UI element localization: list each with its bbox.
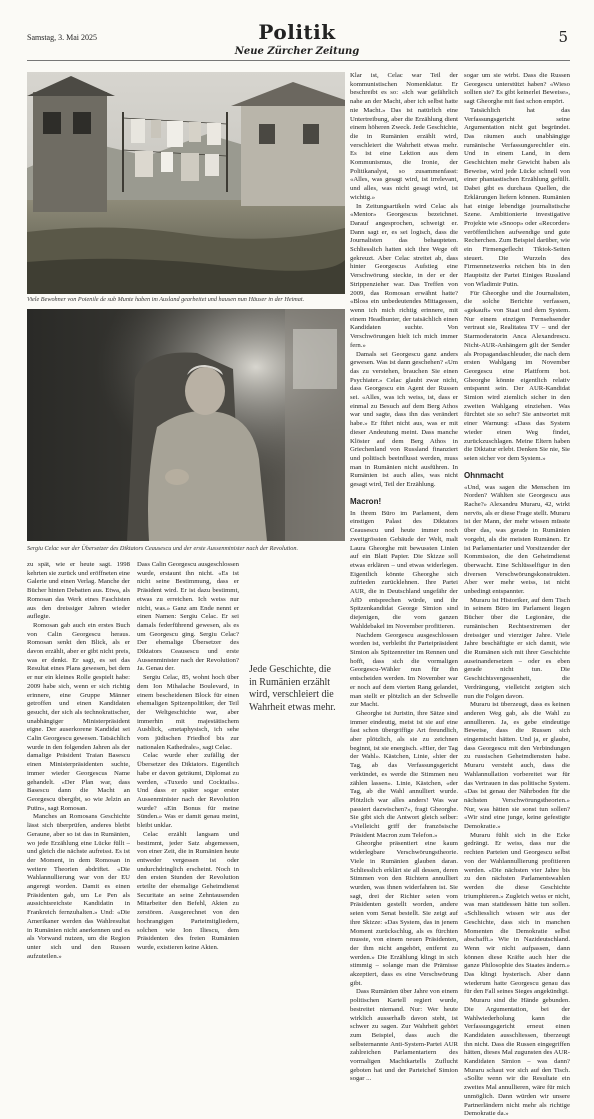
paragraph: Für Gheorghe und die Journalisten, die solche Berichte verfassen, «gekauft» von Staat und dem System. Nur einem einzigen Fernsehsender vertraut sie, Realitatea TV – und der Starmoderatorin Anca Alexandrescu. Nicht-AUR-Anhängern gilt der Sender als Propagandaschleuder, die nach dem ersten Wahlgang im November Georgescu eine Plattform bot. Gheorghe könnte eigentlich relativ entspannt sein. Der AUR-Kandidat Simion wird ziemlich sicher in den zweiten Wahlgang einziehen. Was fürchtet sie so sehr? Sie antwortet mit einer Warnung: «Dass das System wieder einen Weg findet, zurückzuschlagen. Meine Eltern haben die Diktatur erlebt. Denken Sie nie, Sie seien sicher vor dem System.» (464, 289, 570, 462)
paragraph: Dass Calin Georgescu ausgeschlossen wurde, erstaunt ihn nicht. «Es ist nicht seine Bestimmung, dass er Präsident wird. Er ist dazu bestimmt, etwas zu erreichen. Ich weiss nur nicht, was.» Ganz am Ende nennt er einen Namen: Sergiu Celac. Er sei damals federführend gewesen, als es um Georgescu ging. Sergiu Celac? Der ehemalige Übersetzer des Diktators Ceausescu und erste Aussenminister nach der Revolution? Ja. Genau der. (137, 561, 239, 673)
article-column-2 (137, 561, 239, 951)
paragraph: In Zeitungsartikeln wird Celac als «Mentor» Georgescus bezeichnet. Darauf angesprochen, schweigt er. Dann sagt er, es sei logisch, dass die Journalisten das behaupteten. Schliesslich hatten sich ihre Wege oft gekreuzt. Aber Celac streitet ab, dass hinter Georgescus Aufstieg eine Verschwörung steckte, in der er der Strippenzieher war. Das Treffen von 2009, das Romosan erwähnt hatte? «Bloss ein unbedeutendes Mittagessen, wenn ich mich richtig erinnere, mit einem Headhunter, der tatsächlich einen Kandidaten suchte. Von Verschwörungen hielt ich mich immer fern.» (350, 202, 458, 349)
paragraph: Muraru sind die Hände gebunden. Die Argumentation, bei der Wahlwiederholung kann die Verfassungsgericht erneut einen Kandidaten ausschliessen, überzeugt ihn nicht. Dass die Russen eingegriffen hätten, dieses Mal zugunsten des AUR-Kandidaten Simion – was dann? Muraru schaut vor sich auf den Tisch. «Sollte wenn wir die Resultate ein zweites Mal annullieren, wäre für mich unmöglich. Dann würden wir unsere Partnerländern nicht mehr als richtige Demokratie da.» (464, 997, 570, 1118)
issue-date: Samstag, 3. Mai 2025 (27, 33, 97, 42)
article-column-3 (350, 72, 458, 1083)
paragraph: Nachdem Georgescu ausgeschlossen worden ist, verbleibt ihr Parteipräsident Simion als Spitzenreiter im Rennen und hofft, dass sich die vormaligen Georgescu-Wähler nun für ihn entscheiden werden. Im November war er noch auf dem vierten Rang gelandet, man stellt er plötzlich an der Schwelle zur Macht. (350, 631, 458, 709)
paragraph: Romosan gab auch ein erstes Buch von Calin Georgescu heraus. Romosan senkt den Blick, als er davon erzählt, aber er gibt nicht preis, was er denkt. Er sagt, es sei das Resultat eines Plans gewesen, bei dem er nur ein kleines Rolle gespielt habe: 2009 habe sich, wenn er sich richtig erinnere, eine Gruppe Männer getroffen und einen Kandidaten gesucht, der sich als technokratischer, unabhängiger Ministerpräsident eigne. Der auserkorene Kandidat sei Calin Georgescu gewesen. Tatsächlich wurde in den folgenden Jahren als der damalige Präsident Traian Basescu einen Ministerpräsidenten suchte, immer wieder Georgescus Name gehandelt. «Der Plan war, dass Basescu dann die Macht an Georgescu übergibt, so wie Jelzin an Putin», sagt Romosan. (27, 621, 130, 812)
header-rule (27, 60, 570, 61)
paragraph: Sergiu Celac, 85, wohnt hoch über dem Ion Mihalache Boulevard, in einem bescheidenen Block für einen ehemaligen Spitzenpolitiker, der Teil der Weltgeschichte war, aber immerhin mit majestätischem Ausblick, «metaphysisch, ich sehe vom jüdischen Friedhof bis zur nationalen Kathedrale», sagt Celac. (137, 674, 239, 751)
subheading-macron: Macron! (350, 496, 382, 506)
subheading-ohnmacht: Ohnmacht (464, 470, 504, 480)
paragraph: Gheorghe ist Juristin, ihre Sätze sind immer eindeutig, meist ist sie auf eine fast schon übergriffige Art freundlich, aber plötzlich, als sie zu zeichnen beginnt, ist sie energisch. «Hier, der Tag der Wahl». Kästchen, Linie, «hier der Tag, ab das Verfassungsgericht verkündet, es werde die Stimmen neu zählen lassen». Linie, Kästchen, «der Tag, ab die Wahl annulliert wurde. Plötzlich war alles anders! Was war passiert dazwischen?», fragt Gheorghe. Sie gibt sich die Antwort gleich selber: «Vielleicht griff der französische Präsident Macron zum Telefon.» (350, 709, 458, 839)
paragraph: «Und, was sagen die Menschen im Norden? Wählten sie Georgescu aus Rache?» Alexandru Muraru, 42, wirkt nervös, als er diese Frage stellt. Muraru ist der Mann, der mehr wissen müsste über das, was gerade in Rumänien vorgeht, als die meisten Rumänen. Er ist Parlamentarier und Vorsitzender der Kommission, die den Geheimdienst überwacht. Eine Schlüsselfigur in den diversen Verschwörungskonstrukten. Aber wer mehr weiss, ist nicht unbedingt entspannter. (464, 483, 570, 596)
section-title: Politik (258, 20, 336, 44)
paragraph: Celac erzählt langsam und bestimmt, jeder Satz abgemessen, von einer Zeit, die in Rumänien heute entweder vergessen ist oder undurchdringlich erscheint. Noch in den ersten Stunden der Revolution erteilte der ehemalige Geheimdienst Securitate an seine Zehntausenden Mitarbeiter den Befehl, Akten zu zerstören. Ausgerechnet von den hochrangigen Parteimitgliedern, solchen wie Ion Iliescu, dem Präsidenten des freien Rumänien wurde, existieren keine Akten. (137, 830, 239, 951)
paragraph: Muraru ist überzeugt, dass es keinen anderen Weg gab, als die Wahl zu annullieren. Ja, es gebe eindeutige Beweise, dass die Russen sich eingemischt hätten. Und ja, er glaube, dass Georgescu mit den Verbindungen zu russischen Geheimdiensten habe. Muraru versteht auch, dass die Wahlannullation vorbereitet war für das Vertrauen in das politische System. «Das ist genau der Nährboden für die nächsten Verschwörungstheorien.» Nur, was hätten sie sonst tun sollen? «Wir sind eine junge, keine gefestigte Demokratie.» (464, 701, 570, 831)
paragraph: Muraru ist Historiker, auf dem Tisch in seinem Büro im Parlament liegen Bücher über die Legionäre, die rumänischen Rechtsextremen der dreissiger und vierziger Jahre. Viele Jahre beschäftigte er sich damit, wie die Rumänen sich mit ihrer Geschichte auseinandersetzen – oder es eben gerade nicht tun. Die Geschichtsvergessenheit, die Verdrängung, vielleicht zeigten sich nun die Folgen davon. (464, 596, 570, 700)
article-column-1 (27, 561, 130, 960)
paragraph: Gheorghe präsentiert eine kaum widerlegbare Verschwörungstheorie. Viele in Rumänien glauben daran. Schliesslich erklärt sie all dessen, deren Stimmen von den Richtern annulliert wurden, was ihnen widerfahren ist. Sie sagt, drei der Richter seien vom Präsidenten gestellt worden, andere seien vom Senat bestellt. Sie zeigt auf ihre Skizze: «Das System, das in jenem Moment zurückschlug, als es fürchten musste, von einem neuen Präsidenten, der ihm nicht angehört, entfernt zu werden.» Die Erzählung klingt in sich stimmig – solange man die Prämisse akzeptiert, dass es eine Verschwörung gibt. (350, 840, 458, 987)
bottom-photo-caption: Sergiu Celac war der Übersetzer des Diktators Ceausescu und der erste Aussenminister nach der Revolution. (27, 545, 299, 552)
paragraph: Tatsächlich hat das Verfassungsgericht seine Argumentation nicht gut begründet. Das räumen auch unabhängige rumänische Verfassungsrechtler ein. Und in einem Land, in dem Geschichten mehr Gewicht haben als Beweise, wird jede Lücke schnell von einer phantastischen Erzählung gefüllt. Dabei gibt es durchaus Quellen, die Erklärungen liefern können. Rumänien hat einige lebendige journalistische Szene. Ambitionierte investigative Projekte wie «Snoop» oder «Recorder» veröffentlichen aufwendige und gute Recherchen. Zum Beispiel darüber, wie ein Firmengeflecht Tiktok-Seiten steuert. Die Wurzeln des Firmennetzwerks reichen bis in den Hauptsitz der Partei Einiges Russland von Wladimir Putin. (464, 106, 570, 288)
portrait-photo (27, 309, 345, 541)
paragraph: Manches an Romosans Geschichte lässt sich überprüfen, anderes bleibt Geraune, aber so ist das in Rumänien, wo jede Erzählung eine Lücke füllt – und gleich die nächste aufreisst. Es ist der Moment, in dem Romosan in weitere Theorien abdriftet. «Die Wahlannullierung war von der EU angeregt worden. Damit es einen Präsidenten gab, um Le Pen als aussichtsreichste Kandidatin in Frankreich fernzuhalten.» Und: «Die Amerikaner werden das Wahlresultat in Rumänien nicht anerkennen und es als Vorwand nutzen, um die Region unter sich und den Russen aufzuteilen.» (27, 813, 130, 960)
paragraph: zu spät, wie er heute sagt. 1998 kehrten sie zurück und eröffneten eine Galerie und einen Verlag. Manche der Bücher hinten Debatten aus. Etwa, als Romosan das Werk eines Faschisten aus den dreissiger Jahren wieder auflegte. (27, 561, 130, 621)
pull-quote: Jede Geschichte, die in Rumänien erzählt wird, verschleiert die Wahrheit etwas mehr. (249, 664, 336, 713)
page-number: 5 (558, 28, 568, 46)
paragraph: sogar um sie wirbt. Dass die Russen Georgescu unterstützt haben? «Wieso sollten sie? Es gibt keinerlei Beweise», sagt Gheorghe mit fast schon empört. (464, 72, 570, 106)
paragraph: Dass Rumänien über Jahre von einem politischen Kartell regiert wurde, bestreitet niemand. Nur: Wer heute wirklich ausserhalb davon steht, ist schwer zu sagen. Zur Wahrheit gehört zum Beispiel, dass auch die selbsternannte Anti-System-Partei AUR zahlreichen Parlamentariern des vormaligen Machtkartells Zuflucht geboten hat und der Parteichef Simion sogar ... (350, 988, 458, 1083)
paragraph: Celac wurde eher zufällig der Übersetzer des Diktators. Eigentlich habe er davon geträumt, Diplomat zu werden, «Tuxedo und Cocktails». Und dass er später sogar erster Aussenminister nach der Revolution wurde? «Ein Bonus für meine Sünden.» Was er damit genau meint, bleibt unklar. (137, 752, 239, 830)
paragraph: Klar ist, Celac war Teil der kommunistischen Nomenklatur. Er beschreibt es so: «Ich war gefährlich nahe an der Macht, aber ich selbst hatte nie Macht.» Das ist natürlich eine Untertreibung, aber die Erzählung dient einem höheren Zweck. Jede Geschichte, die in Rumänien erzählt wird, verschleiert die Wahrheit etwas mehr. Es ist eine Lektion aus dem Kommunismus, die Ironie, der Politikanalyst, so zusammenfasst: «Alles, was gesagt wird, ist irrelevant, und alles, was nicht gesagt wird, ist wichtig.» (350, 72, 458, 201)
top-photo-caption: Viele Bewohner von Poienile de sub Munte haben im Ausland gearbeitet und hausen nun Häuser in der Heimat. (27, 296, 305, 303)
newspaper-masthead: Neue Zürcher Zeitung (234, 46, 360, 57)
paragraph: Muraru fühlt sich in die Ecke gedrängt. Er weiss, dass nur die rechten Parteien und Georgescu selbst von der Wahlannullierung profitieren werden. «Die nächsten vier Jahre bis zu den nächsten Parlamentswahlen werden die diese Geschichte triumphieren.» Zugleich weiss er nicht, was man stattdessen hätte tun sollen. «Schliesslich wissen wir aus der Geschichte, dass sich in manchen Momenten die Demokratie selbst abschafft.» Wie in Nazideutschland. Wenn wir nicht aufpassen, dann können diese Kräfte auch hier die ganze Philosophie des Staates ändern.» Das klingt hysterisch. Aber dann wiederum hatte Georgescu genau das für den Fall seines Sieges angekündigt. (464, 831, 570, 996)
village-photo (27, 72, 345, 294)
paragraph: In ihrem Büro im Parlament, dem einstigen Palast des Diktators Ceausescu und heute immer noch zweitgrössten Gebäude der Welt, malt Laura Gheorghe mit bewussten Linien auf ein Blatt Papier. Die Skizze soll etwas erklären – und etwas widerlegen. Eigentlich könnte Gheorghe sich zufrieden zurücklehnen. Ihre Partei AUR, die in Deutschland ungefähr der AfD entsprechen würde, und ihr Spitzenkandidat George Simion sind diejenigen, die vom ganzen Wahldebakel im November profitieren. (350, 509, 458, 630)
article-column-4 (464, 72, 570, 1118)
paragraph: Damals sei Georgescu ganz anders gewesen. Was ist dann geschehen? «Um das zu verstehen, brauchen Sie einen Psychiater.» Celac glaubt zwar nicht, dass Georgescu ein Agent der Russen sei. «Alles, was ich weiss, ist, dass er einmal zu Besuch auf dem Berg Athos war und sagte, dass ihn das verändert habe.» Er führt nicht aus, was er mit dieser Andeutung meint. Dass manche Klöster auf dem Berg Athos in Griechenland von Russland finanziert und politisch beeinflusst werden, muss man in Rumänien nicht ausführen. In Rumänien ist auch alles, was nicht gesagt wird, Teil der Erzählung. (350, 350, 458, 489)
